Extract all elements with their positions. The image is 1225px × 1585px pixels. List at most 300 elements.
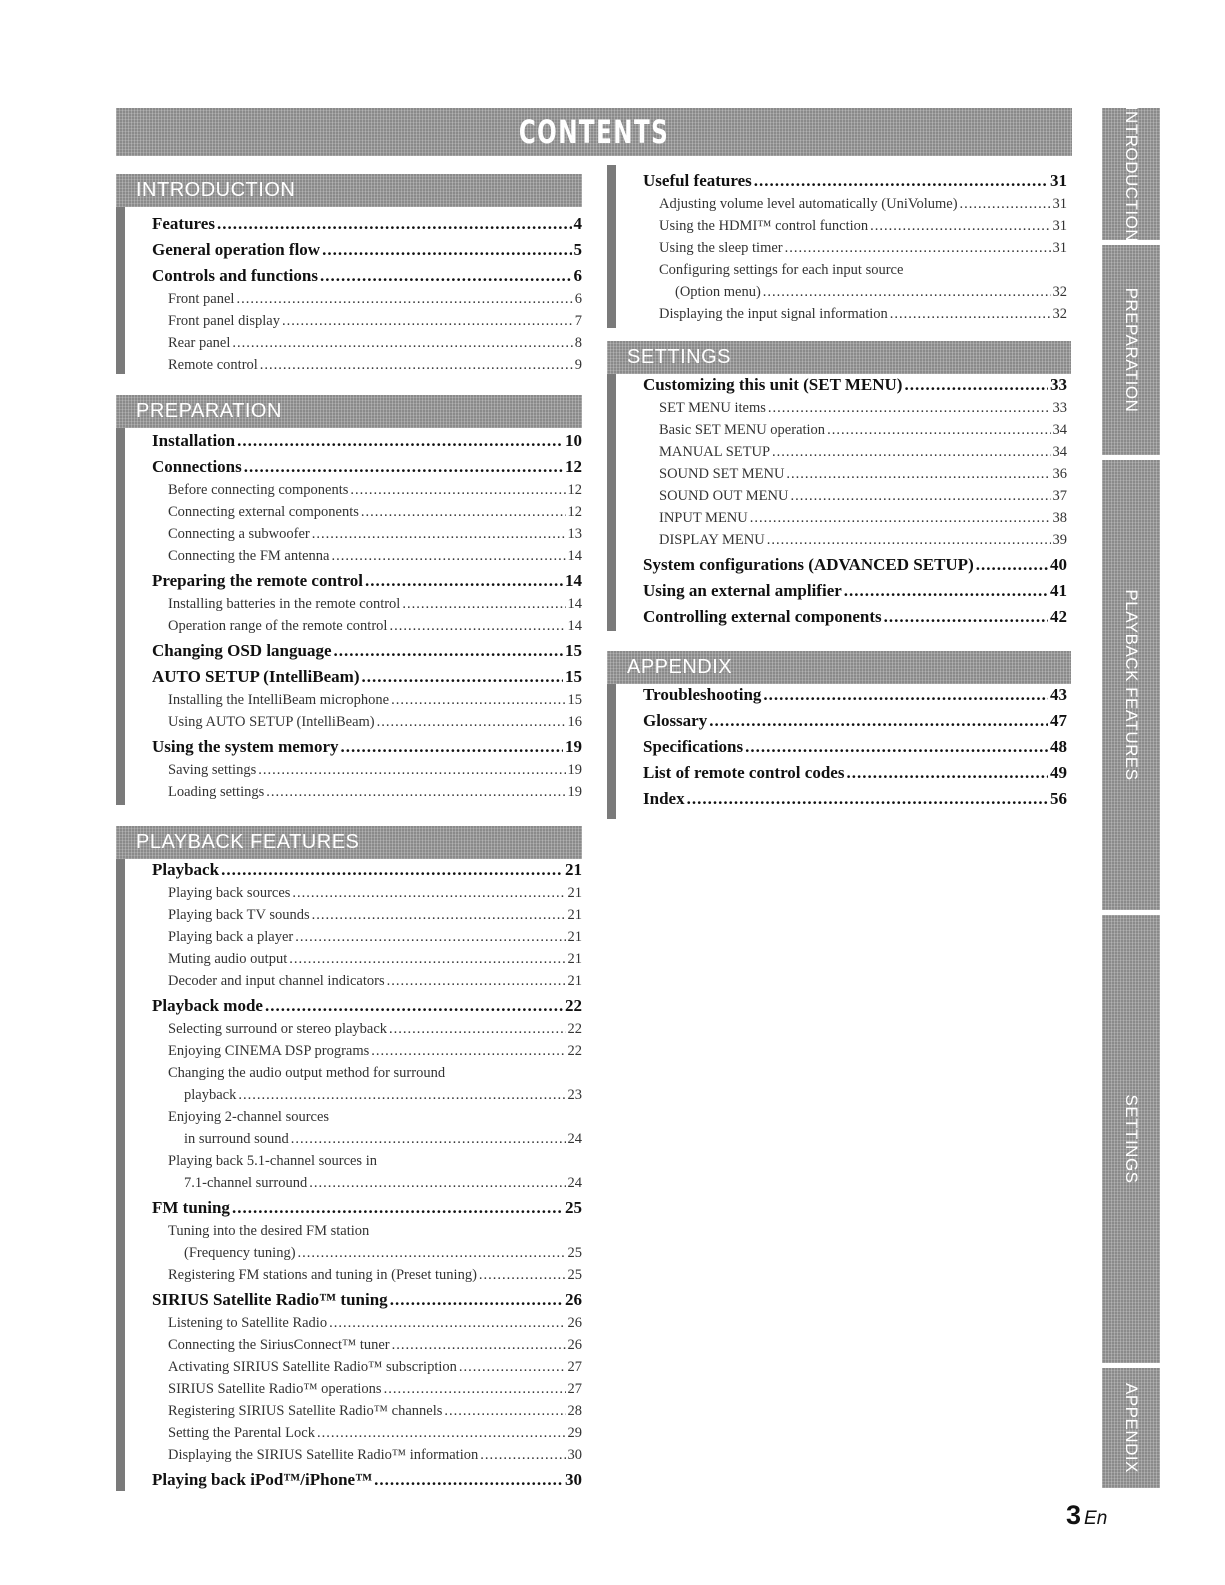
toc-heading-entry[interactable] [152, 731, 582, 757]
toc-entry-title: Playing back 5.1-channel sources in [168, 1153, 377, 1169]
toc-heading-entry[interactable] [152, 635, 582, 661]
toc-entry-title: INPUT MENU [659, 510, 748, 526]
toc-subentry[interactable] [152, 946, 582, 968]
toc-entry-title: Enjoying 2-channel sources [168, 1109, 330, 1125]
toc-entry-title: Useful features [643, 171, 752, 190]
toc-subentry[interactable] [152, 924, 582, 946]
toc-entry-title: 7.1-channel surround [184, 1175, 308, 1191]
tab-playback-features[interactable]: PLAYBACK FEATURES [1102, 460, 1160, 910]
tab-preparation[interactable]: PREPARATION [1102, 245, 1160, 455]
toc-leader-dots [763, 284, 1051, 301]
toc-entry-title: Listening to Satellite Radio [168, 1315, 328, 1331]
toc-heading-entry[interactable] [152, 234, 582, 260]
toc-entry-title: Connecting a subwoofer [168, 526, 310, 542]
toc-page-number: 27 [567, 1359, 582, 1375]
toc-subentry[interactable] [152, 1354, 582, 1376]
toc-heading-entry[interactable] [643, 549, 1067, 575]
toc-page-number: 43 [1050, 685, 1067, 704]
toc-subentry[interactable] [152, 1376, 582, 1398]
toc-entry-title: Configuring settings for each input source [659, 262, 904, 278]
toc-entry-title: Selecting surround or stereo playback [168, 1021, 388, 1037]
toc-leader-dots [312, 526, 566, 543]
toc-subentry[interactable] [152, 591, 582, 613]
toc-leader-dots [389, 618, 565, 635]
toc-leader-dots [374, 1470, 563, 1490]
toc-subentry[interactable] [152, 1170, 582, 1192]
toc-page-number: 39 [1052, 532, 1067, 548]
section-header-playback-features: PLAYBACK FEATURES [116, 826, 582, 859]
toc-leader-dots [768, 400, 1051, 417]
toc-entry-title: Loading settings [168, 784, 265, 800]
section-playback-features [116, 826, 582, 1491]
toc-subentry[interactable] [152, 499, 582, 521]
toc-entry-title: Displaying the input signal information [659, 306, 888, 322]
toc-leader-dots [785, 240, 1051, 257]
toc-entry-title: Adjusting volume level automatically (UniVolume) [659, 196, 958, 212]
toc-heading-entry[interactable] [152, 260, 582, 286]
toc-leader-dots [320, 266, 572, 286]
toc-leader-dots [480, 1447, 565, 1464]
toc-leader-dots [238, 1087, 565, 1104]
toc-leader-dots [844, 581, 1048, 601]
toc-heading-entry[interactable] [152, 990, 582, 1016]
toc-subentry[interactable] [643, 505, 1067, 527]
toc-subentry[interactable] [643, 439, 1067, 461]
toc-page-number: 30 [565, 1470, 582, 1489]
toc-page-number: 13 [567, 526, 582, 542]
toc-entry-title: Installation [152, 431, 236, 450]
toc-page-number: 27 [567, 1381, 582, 1397]
toc-subentry[interactable] [152, 543, 582, 565]
toc-subentry[interactable] [152, 521, 582, 543]
toc-leader-dots [266, 784, 565, 801]
toc-leader-dots [334, 641, 564, 661]
toc-entry-title: Using AUTO SETUP (IntelliBeam) [168, 714, 375, 730]
toc-leader-dots [846, 763, 1048, 783]
toc-entry-title: DISPLAY MENU [659, 532, 765, 548]
toc-page-number: 42 [1050, 607, 1067, 626]
toc-leader-dots [745, 737, 1048, 757]
toc-heading-entry[interactable] [643, 783, 1067, 809]
toc-leader-dots [265, 996, 563, 1016]
toc-leader-dots [282, 313, 573, 330]
toc-subentry[interactable] [643, 483, 1067, 505]
toc-leader-dots [790, 488, 1050, 505]
toc-leader-dots [361, 667, 563, 687]
section-useful-features [607, 165, 1067, 328]
toc-heading-entry[interactable] [152, 661, 582, 687]
toc-entry-title: Registering FM stations and tuning in (Preset tuning) [168, 1267, 477, 1283]
toc-page-number: 56 [1050, 789, 1067, 808]
toc-subentry[interactable] [643, 257, 1067, 279]
toc-leader-dots [331, 548, 565, 565]
toc-heading-entry[interactable] [643, 165, 1067, 191]
toc-subentry[interactable] [643, 279, 1067, 301]
toc-entry-title: Installing batteries in the remote control [168, 596, 401, 612]
toc-leader-dots [390, 1290, 563, 1310]
contents-banner [116, 108, 1072, 156]
toc-entry-title: Basic SET MENU operation [659, 422, 826, 438]
toc-leader-dots [709, 711, 1048, 731]
toc-entry-title: Changing OSD language [152, 641, 332, 660]
toc-leader-dots [232, 1198, 563, 1218]
toc-entry-title: Registering SIRIUS Satellite Radio™ channels [168, 1403, 443, 1419]
toc-page-number: 34 [1052, 422, 1067, 438]
toc-heading-entry[interactable] [643, 369, 1067, 395]
toc-subentry[interactable] [152, 1218, 582, 1240]
toc-page-number: 14 [567, 548, 582, 564]
toc-heading-entry[interactable] [152, 854, 582, 880]
toc-entry-title: Displaying the SIRIUS Satellite Radio™ information [168, 1447, 479, 1463]
toc-leader-dots [750, 510, 1051, 527]
toc-page-number: 28 [567, 1403, 582, 1419]
toc-entry-title: Using the system memory [152, 737, 339, 756]
toc-leader-dots [976, 555, 1048, 575]
toc-leader-dots [258, 762, 565, 779]
toc-page-number: 21 [567, 973, 582, 989]
toc-heading-entry[interactable] [152, 1192, 582, 1218]
toc-page-number: 6 [574, 291, 582, 307]
toc-entry-title: in surround sound [184, 1131, 289, 1147]
section-preparation [116, 395, 582, 805]
toc-leader-dots [217, 214, 572, 234]
toc-heading-entry[interactable] [643, 601, 1067, 627]
toc-entry-title: Playback [152, 860, 220, 879]
toc-entry-title: SOUND OUT MENU [659, 488, 789, 504]
banner-title: CONTENTS [518, 113, 670, 151]
toc-entry-title: Connections [152, 457, 242, 476]
toc-subentry[interactable] [152, 968, 582, 990]
toc-page-number: 15 [565, 641, 582, 660]
toc-leader-dots [884, 607, 1048, 627]
toc-page-number: 21 [567, 907, 582, 923]
tab-introduction[interactable]: INTRODUCTION [1102, 108, 1160, 240]
toc-leader-dots [767, 532, 1051, 549]
toc-entry-title: Before connecting components [168, 482, 349, 498]
toc-leader-dots [402, 596, 565, 613]
toc-entry-title: Glossary [643, 711, 708, 730]
toc-page-number: 10 [565, 431, 582, 450]
toc-leader-dots [322, 240, 571, 260]
toc-subentry[interactable] [152, 709, 582, 731]
toc-subentry[interactable] [152, 902, 582, 924]
toc-subentry[interactable] [152, 1016, 582, 1038]
toc-entry-title: Front panel [168, 291, 235, 307]
toc-page-number: 8 [574, 335, 582, 351]
toc-page-number: 14 [565, 571, 582, 590]
toc-heading-entry[interactable] [152, 1464, 582, 1490]
toc-page-number: 23 [567, 1087, 582, 1103]
toc-page-number: 49 [1050, 763, 1067, 782]
toc-subentry[interactable] [152, 1038, 582, 1060]
tab-settings[interactable]: SETTINGS [1102, 915, 1160, 1363]
toc-entry-title: Changing the audio output method for surround [168, 1065, 446, 1081]
toc-leader-dots [292, 885, 565, 902]
toc-subentry[interactable] [152, 1262, 582, 1284]
toc-page-number: 30 [567, 1447, 582, 1463]
toc-entry-title: Using the sleep timer [659, 240, 783, 256]
toc-entry-title: SET MENU items [659, 400, 766, 416]
toc-entry-title: Specifications [643, 737, 744, 756]
toc-page-number: 21 [567, 951, 582, 967]
toc-entry-title: MANUAL SETUP [659, 444, 771, 460]
toc-entry-title: Decoder and input channel indicators [168, 973, 385, 989]
toc-subentry[interactable] [643, 395, 1067, 417]
toc-entry-title: playback [184, 1087, 237, 1103]
section-header-introduction: INTRODUCTION [116, 174, 582, 207]
toc-page-number: 22 [567, 1021, 582, 1037]
toc-list [152, 425, 582, 801]
toc-entry-title: System configurations (ADVANCED SETUP) [643, 555, 974, 574]
section-header-settings: SETTINGS [607, 341, 1071, 374]
toc-subentry[interactable] [152, 1310, 582, 1332]
toc-entry-title: Connecting the SiriusConnect™ tuner [168, 1337, 390, 1353]
toc-entry-title: Features [152, 214, 215, 233]
toc-page-number: 19 [567, 762, 582, 778]
toc-page-number: 12 [565, 457, 582, 476]
toc-page-number: 26 [565, 1290, 582, 1309]
toc-entry-title: AUTO SETUP (IntelliBeam) [152, 667, 360, 686]
toc-list [152, 854, 582, 1490]
toc-entry-title: Installing the IntelliBeam microphone [168, 692, 390, 708]
toc-heading-entry[interactable] [643, 575, 1067, 601]
toc-leader-dots [341, 737, 564, 757]
toc-heading-entry[interactable] [643, 679, 1067, 705]
toc-entry-title: SIRIUS Satellite Radio™ operations [168, 1381, 382, 1397]
toc-leader-dots [392, 1337, 566, 1354]
toc-leader-dots [237, 431, 563, 451]
toc-leader-dots [317, 1425, 566, 1442]
toc-heading-entry[interactable] [643, 731, 1067, 757]
toc-leader-dots [391, 692, 565, 709]
toc-subentry[interactable] [152, 1104, 582, 1126]
toc-page-number: 31 [1052, 196, 1067, 212]
toc-page-number: 22 [567, 1043, 582, 1059]
toc-leader-dots [329, 1315, 565, 1332]
toc-page-number: 26 [567, 1315, 582, 1331]
toc-page-number: 5 [573, 240, 582, 259]
toc-entry-title: Operation range of the remote control [168, 618, 388, 634]
toc-heading-entry[interactable] [152, 451, 582, 477]
toc-page-number: 15 [567, 692, 582, 708]
toc-subentry[interactable] [152, 286, 582, 308]
toc-page-number: 29 [567, 1425, 582, 1441]
section-introduction [116, 174, 582, 374]
page-number: 3 En [1066, 1500, 1108, 1530]
toc-entry-title: Controlling external components [643, 607, 882, 626]
toc-subentry[interactable] [152, 757, 582, 779]
toc-entry-title: Using the HDMI™ control function [659, 218, 869, 234]
toc-leader-dots [309, 1175, 565, 1192]
toc-entry-title: Connecting the FM antenna [168, 548, 330, 564]
toc-entry-title: Activating SIRIUS Satellite Radio™ subscription [168, 1359, 457, 1375]
toc-page-number: 21 [565, 860, 582, 879]
toc-entry-title: General operation flow [152, 240, 321, 259]
toc-page-number: 34 [1052, 444, 1067, 460]
toc-entry-title: Using an external amplifier [643, 581, 842, 600]
toc-subentry[interactable] [643, 301, 1067, 323]
toc-entry-title: Customizing this unit (SET MENU) [643, 375, 903, 394]
toc-entry-title: Playback mode [152, 996, 263, 1015]
toc-page-number: 22 [565, 996, 582, 1015]
toc-page-number: 32 [1052, 306, 1067, 322]
toc-leader-dots [350, 482, 565, 499]
toc-leader-dots [459, 1359, 566, 1376]
toc-page-number: 19 [567, 784, 582, 800]
toc-page-number: 40 [1050, 555, 1067, 574]
toc-page-number: 33 [1052, 400, 1067, 416]
toc-subentry[interactable] [643, 527, 1067, 549]
toc-entry-title: Index [643, 789, 685, 808]
toc-subentry[interactable] [152, 308, 582, 330]
toc-leader-dots [904, 375, 1048, 395]
toc-leader-dots [384, 1381, 566, 1398]
toc-leader-dots [772, 444, 1050, 461]
toc-leader-dots [295, 929, 565, 946]
toc-page-number: 14 [567, 596, 582, 612]
toc-heading-entry[interactable] [152, 208, 582, 234]
toc-subentry[interactable] [152, 779, 582, 801]
toc-leader-dots [291, 1131, 566, 1148]
toc-subentry[interactable] [152, 1398, 582, 1420]
toc-page-number: 36 [1052, 466, 1067, 482]
toc-subentry[interactable] [152, 1148, 582, 1170]
toc-subentry[interactable] [643, 235, 1067, 257]
toc-subentry[interactable] [152, 1082, 582, 1104]
toc-heading-entry[interactable] [152, 1284, 582, 1310]
toc-entry-title: (Frequency tuning) [184, 1245, 296, 1261]
toc-subentry[interactable] [152, 330, 582, 352]
section-header-preparation: PREPARATION [116, 395, 582, 428]
toc-entry-title: Playing back sources [168, 885, 291, 901]
toc-entry-title: Setting the Parental Lock [168, 1425, 315, 1441]
toc-page-number: 26 [567, 1337, 582, 1353]
toc-heading-entry[interactable] [152, 565, 582, 591]
toc-page-number: 37 [1052, 488, 1067, 504]
toc-subentry[interactable] [152, 1060, 582, 1082]
toc-entry-title: Rear panel [168, 335, 231, 351]
toc-leader-dots [232, 335, 572, 352]
toc-page-number: 14 [567, 618, 582, 634]
toc-leader-dots [221, 860, 563, 880]
toc-page-number: 7 [574, 313, 582, 329]
section-appendix [607, 651, 1071, 819]
toc-leader-dots [389, 1021, 565, 1038]
toc-heading-entry[interactable] [643, 757, 1067, 783]
toc-entry-title: Remote control [168, 357, 258, 373]
toc-page-number: 24 [567, 1131, 582, 1147]
toc-entry-title: Playing back a player [168, 929, 294, 945]
toc-list [643, 165, 1067, 323]
toc-entry-title: Tuning into the desired FM station [168, 1223, 370, 1239]
toc-heading-entry[interactable] [152, 425, 582, 451]
toc-subentry[interactable] [643, 191, 1067, 213]
toc-leader-dots [298, 1245, 566, 1262]
toc-page-number: 25 [567, 1245, 582, 1261]
toc-entry-title: SIRIUS Satellite Radio™ tuning [152, 1290, 388, 1309]
toc-subentry[interactable] [152, 1332, 582, 1354]
toc-leader-dots [236, 291, 572, 308]
toc-leader-dots [687, 789, 1048, 809]
toc-entry-title: List of remote control codes [643, 763, 845, 782]
toc-page-number: 47 [1050, 711, 1067, 730]
toc-leader-dots [289, 951, 565, 968]
toc-leader-dots [365, 571, 563, 591]
toc-page-number: 25 [565, 1198, 582, 1217]
toc-page-number: 9 [574, 357, 582, 373]
toc-subentry[interactable] [643, 417, 1067, 439]
toc-entry-title: (Option menu) [675, 284, 761, 300]
toc-subentry[interactable] [152, 1420, 582, 1442]
toc-subentry[interactable] [152, 687, 582, 709]
toc-page-number: 4 [573, 214, 582, 233]
toc-entry-title: Controls and functions [152, 266, 318, 285]
toc-leader-dots [960, 196, 1051, 213]
toc-page-number: 25 [567, 1267, 582, 1283]
toc-entry-title: Preparing the remote control [152, 571, 364, 590]
toc-subentry[interactable] [152, 1126, 582, 1148]
toc-page-number: 48 [1050, 737, 1067, 756]
toc-subentry[interactable] [152, 1240, 582, 1262]
toc-page-number: 6 [573, 266, 582, 285]
toc-page-number: 12 [567, 504, 582, 520]
toc-subentry[interactable] [152, 477, 582, 499]
toc-leader-dots [312, 907, 566, 924]
toc-leader-dots [260, 357, 573, 374]
toc-page-number: 24 [567, 1175, 582, 1191]
toc-entry-title: Troubleshooting [643, 685, 762, 704]
toc-leader-dots [387, 973, 566, 990]
toc-subentry[interactable] [152, 613, 582, 635]
toc-page-number: 12 [567, 482, 582, 498]
toc-subentry[interactable] [152, 1442, 582, 1464]
toc-page-number: 32 [1052, 284, 1067, 300]
toc-page-number: 31 [1052, 240, 1067, 256]
toc-list [643, 369, 1067, 627]
toc-page-number: 21 [567, 885, 582, 901]
toc-page-number: 31 [1052, 218, 1067, 234]
toc-subentry[interactable] [152, 880, 582, 902]
toc-leader-dots [870, 218, 1050, 235]
toc-list [643, 679, 1067, 809]
toc-page-number: 16 [567, 714, 582, 730]
toc-leader-dots [890, 306, 1051, 323]
toc-subentry[interactable] [643, 461, 1067, 483]
toc-page-number: 33 [1050, 375, 1067, 394]
toc-entry-title: Muting audio output [168, 951, 288, 967]
toc-subentry[interactable] [152, 352, 582, 374]
toc-leader-dots [754, 171, 1048, 191]
toc-heading-entry[interactable] [643, 705, 1067, 731]
toc-leader-dots [827, 422, 1050, 439]
toc-entry-title: Enjoying CINEMA DSP programs [168, 1043, 370, 1059]
toc-leader-dots [479, 1267, 566, 1284]
toc-entry-title: Playing back iPod™/iPhone™ [152, 1470, 373, 1489]
toc-leader-dots [244, 457, 563, 477]
toc-leader-dots [361, 504, 566, 521]
toc-leader-dots [371, 1043, 565, 1060]
toc-page-number: 31 [1050, 171, 1067, 190]
toc-subentry[interactable] [643, 213, 1067, 235]
toc-entry-title: FM tuning [152, 1198, 230, 1217]
toc-page-number: 19 [565, 737, 582, 756]
toc-entry-title: SOUND SET MENU [659, 466, 785, 482]
toc-leader-dots [786, 466, 1050, 483]
toc-page-number: 38 [1052, 510, 1067, 526]
toc-leader-dots [763, 685, 1048, 705]
tab-appendix[interactable]: APPENDIX [1102, 1368, 1160, 1488]
toc-entry-title: Saving settings [168, 762, 257, 778]
